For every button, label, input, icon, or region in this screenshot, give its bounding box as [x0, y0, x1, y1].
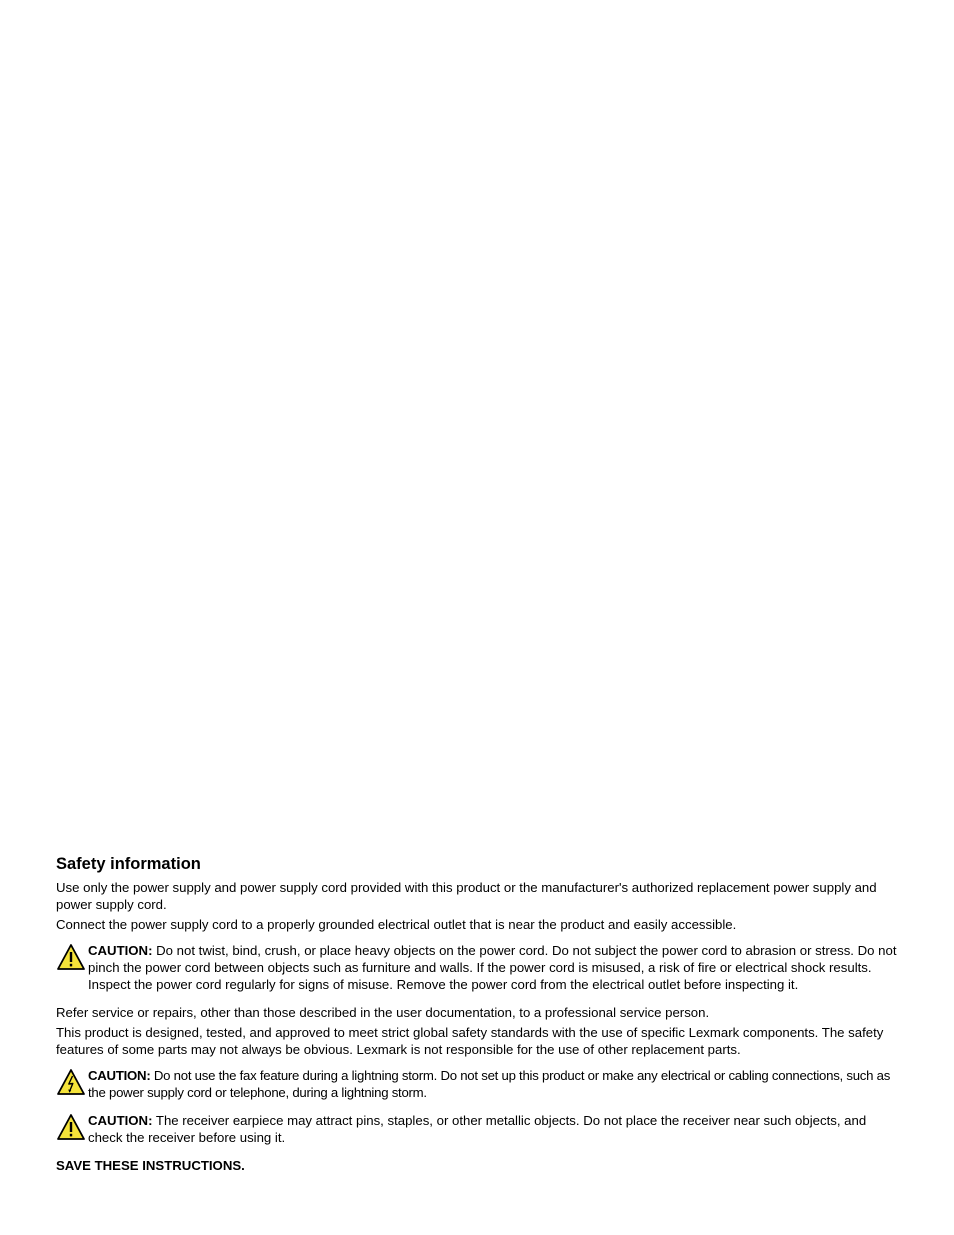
- caution-body: Do not twist, bind, crush, or place heavy objects on the power cord. Do not subject the power cord to abrasion or stress. Do not pinch the power cord between objects such as furniture and walls. If the power cord is misused, a risk of fire or electrical shock results. Inspect the power cord regularly for signs of misuse. Remove the power cord from the electrical outlet before inspecting it.: [88, 943, 897, 992]
- caution-label: CAUTION:: [88, 1113, 153, 1128]
- save-instructions: SAVE THESE INSTRUCTIONS.: [56, 1158, 245, 1173]
- paragraph-power-supply: Use only the power supply and power supply cord provided with this product or the manufacturer's authorized replacement power supply and power supply cord.: [56, 880, 877, 912]
- warning-triangle-icon: [56, 943, 86, 976]
- safety-information-section: [56, 853, 902, 1174]
- section-heading: Safety information: [56, 855, 201, 873]
- caution-power-cord: [56, 942, 902, 993]
- paragraph-outlet: Connect the power supply cord to a properly grounded electrical outlet that is near the product and easily accessible.: [56, 917, 737, 932]
- paragraph-service: Refer service or repairs, other than those described in the user documentation, to a professional service person.: [56, 1005, 710, 1020]
- caution-body: Do not use the fax feature during a lightning storm. Do not set up this product or make any electrical or cabling connections, such as the power supply cord or telephone, during a lightning storm.: [88, 1068, 891, 1100]
- caution-label: CAUTION:: [88, 1068, 151, 1083]
- caution-text: [88, 942, 902, 993]
- warning-triangle-icon: [56, 1113, 86, 1146]
- caution-body: The receiver earpiece may attract pins, staples, or other metallic objects. Do not place the receiver near such objects, and check the receiver before using it.: [88, 1113, 867, 1145]
- caution-lightning: [56, 1067, 902, 1101]
- caution-text: [88, 1112, 902, 1146]
- caution-receiver: [56, 1112, 902, 1146]
- lightning-warning-icon: [56, 1068, 86, 1101]
- paragraph-standards: This product is designed, tested, and approved to meet strict global safety standards with the use of specific Lexmark components. The safety features of some parts may not always be obvious. Lexmark is not responsible for the use of other replacement parts.: [56, 1025, 884, 1057]
- caution-label: CAUTION:: [88, 943, 153, 958]
- caution-text: [88, 1067, 902, 1101]
